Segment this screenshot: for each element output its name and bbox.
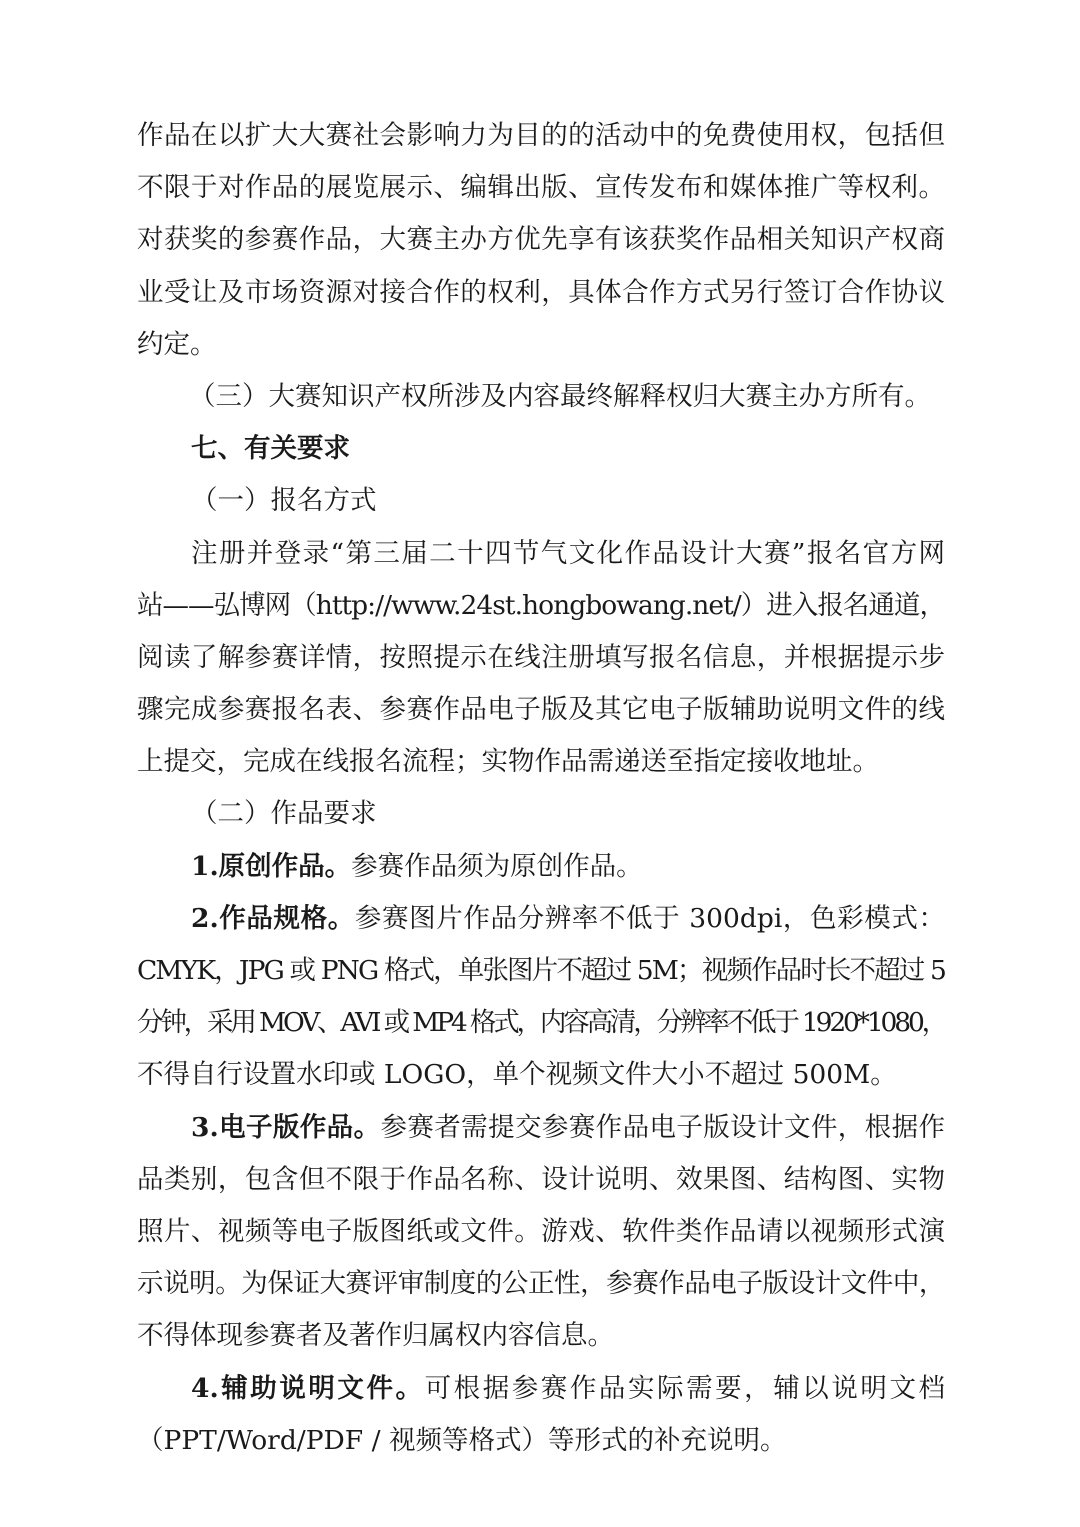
item-text: 参赛作品须为原创作品。	[351, 850, 643, 882]
paragraph-line: 示说明。为保证大赛评审制度的公正性，参赛作品电子版设计文件中，	[137, 1268, 945, 1300]
paragraph-line	[137, 1102, 945, 1154]
item-title: 1.原创作品。	[191, 850, 352, 882]
paragraph-line: 站——弘博网（http://www.24st.hongbowang.net/）进入报名通道，	[137, 589, 945, 621]
paragraph-line: 约定。	[137, 328, 217, 360]
paragraph-line	[137, 841, 945, 893]
paragraph-line: （三）大赛知识产权所涉及内容最终解释权归大赛主办方所有。	[189, 380, 931, 412]
paragraph-line: 品类别，包含但不限于作品名称、设计说明、效果图、结构图、实物	[137, 1163, 945, 1195]
paragraph-line	[137, 893, 945, 945]
paragraph-line: 作品在以扩大大赛社会影响力为目的的活动中的免费使用权，包括但	[137, 120, 945, 151]
paragraph-line: 照片、视频等电子版图纸或文件。游戏、软件类作品请以视频形式演	[137, 1215, 945, 1247]
paragraph-line	[137, 1363, 945, 1415]
subsection-heading: （一）报名方式	[191, 485, 377, 517]
paragraph-line: 不限于对作品的展览展示、编辑出版、宣传发布和媒体推广等权利。	[137, 172, 945, 204]
item-text: 参赛者需提交参赛作品电子版设计文件，根据作	[380, 1111, 945, 1143]
paragraph-line: 对获奖的参赛作品，大赛主办方优先享有该获奖作品相关知识产权商	[137, 224, 945, 256]
paragraph-line: 注册并登录“第三届二十四节气文化作品设计大赛”报名官方网	[191, 537, 945, 569]
paragraph-line: 业受让及市场资源对接合作的权利，具体合作方式另行签订合作协议	[137, 276, 945, 308]
section-heading: 七、有关要求	[191, 433, 350, 465]
item-text: 参赛图片作品分辨率不低于 300dpi，色彩模式：	[354, 902, 945, 934]
subsection-heading: （二）作品要求	[191, 798, 377, 830]
paragraph-line: 分钟，采用 MOV、AVI 或 MP4 格式，内容高清，分辨率不低于 1920*1080，	[137, 1007, 945, 1039]
item-text: 可根据参赛作品实际需要，辅以说明文档	[424, 1372, 945, 1404]
item-title: 3.电子版作品。	[191, 1111, 381, 1143]
paragraph-line: 骤完成参赛报名表、参赛作品电子版及其它电子版辅助说明文件的线	[137, 694, 945, 726]
paragraph-line: 阅读了解参赛详情，按照提示在线注册填写报名信息，并根据提示步	[137, 641, 945, 673]
paragraph-line: 上提交，完成在线报名流程；实物作品需递送至指定接收地址。	[137, 746, 879, 778]
paragraph-line: 不得自行设置水印或 LOGO，单个视频文件大小不超过 500M。	[137, 1059, 897, 1091]
paragraph-line: （PPT/Word/PDF / 视频等格式）等形式的补充说明。	[137, 1424, 787, 1456]
paragraph-line: CMYK，JPG 或 PNG 格式，单张图片不超过 5M；视频作品时长不超过 5	[137, 955, 945, 986]
paragraph-line: 不得体现参赛者及著作归属权内容信息。	[137, 1320, 614, 1352]
item-title: 4.辅助说明文件。	[191, 1372, 425, 1404]
document-page	[137, 110, 945, 1467]
item-title: 2.作品规格。	[191, 902, 355, 934]
